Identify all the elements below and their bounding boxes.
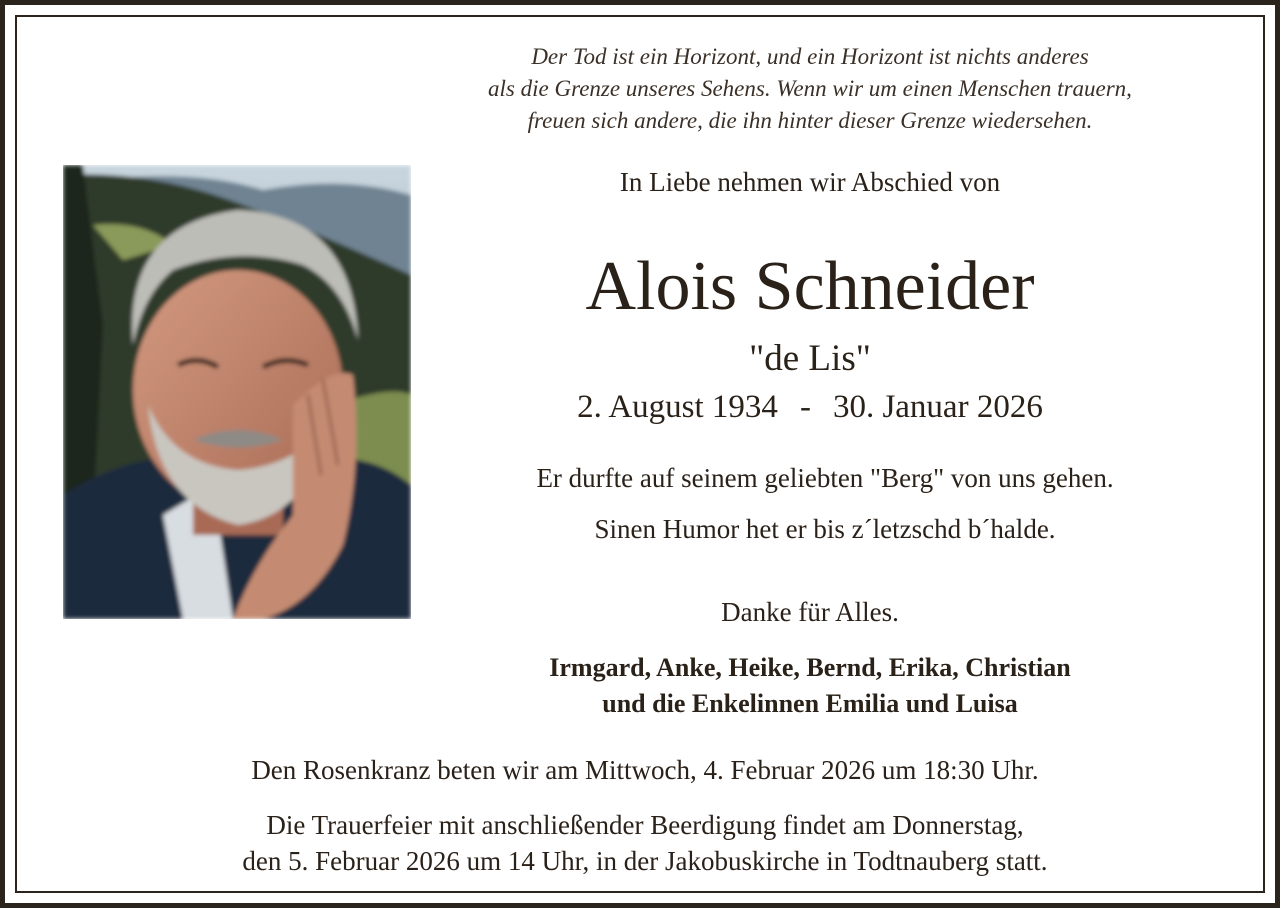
funeral-line-2: den 5. Februar 2026 um 14 Uhr, in der Jakobuskirche in Todtnauberg statt.	[242, 846, 1048, 876]
portrait-photo	[63, 165, 411, 619]
thanks-text: Danke für Alles.	[721, 597, 899, 627]
funeral-info	[45, 807, 1245, 879]
rosary-info: Den Rosenkranz beten wir am Mittwoch, 4. Februar 2026 um 18:30 Uhr.	[251, 755, 1039, 785]
date-separator: -	[799, 389, 811, 425]
family-names	[450, 650, 1170, 722]
quote-line-2: als die Grenze unseres Sehens. Wenn wir um einen Menschen trauern,	[488, 76, 1132, 101]
death-date: 30. Januar 2026	[832, 389, 1043, 425]
life-dates	[450, 389, 1170, 426]
birth-date: 2. August 1934	[577, 389, 778, 425]
message-line-2: Sinen Humor het er bis z´letzschd b´halde.	[594, 514, 1056, 544]
family-line-2: und die Enkelinnen Emilia und Luisa	[602, 689, 1018, 718]
family-line-1: Irmgard, Anke, Heike, Bernd, Erika, Christian	[549, 653, 1071, 682]
funeral-line-1: Die Trauerfeier mit anschließender Beerdigung findet am Donnerstag,	[266, 810, 1024, 840]
intro-text: In Liebe nehmen wir Abschied von	[619, 167, 1001, 197]
quote-line-1: Der Tod ist ein Horizont, und ein Horizont ist nichts anderes	[531, 44, 1089, 69]
deceased-name: Alois Schneider	[585, 248, 1035, 325]
message-line-1: Er durfte auf seinem geliebten "Berg" von uns gehen.	[536, 463, 1114, 493]
deceased-nickname: "de Lis"	[749, 338, 871, 379]
quote-block	[425, 41, 1195, 137]
quote-line-3: freuen sich andere, die ihn hinter dieser Grenze wiedersehen.	[527, 108, 1093, 133]
